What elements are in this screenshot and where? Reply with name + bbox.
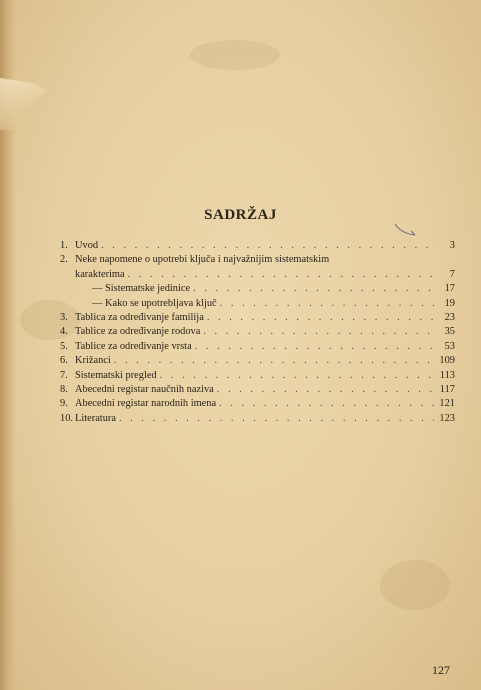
toc-entry-page: 19: [444, 297, 455, 309]
toc-entry[interactable]: [60, 239, 455, 253]
toc-entry-page: 53: [444, 340, 455, 352]
toc-entry-page: 7: [449, 268, 455, 280]
toc-entry-page: 121: [439, 398, 455, 410]
toc-entry-number: 5.: [60, 340, 68, 352]
dot-leader: [220, 297, 434, 311]
dot-leader: [119, 412, 434, 426]
toc-entry-title: Uvod: [75, 240, 99, 251]
toc-entry-title: Literatura: [75, 412, 116, 424]
toc-entry-title: Abecedni registar narodnih imena: [75, 398, 217, 410]
dot-leader: [193, 282, 434, 296]
toc-entry-title: Sistematski pregled: [75, 369, 157, 381]
page-title: SADRŽAJ: [204, 207, 277, 223]
toc-entry-title: Tablice za određivanje vrsta: [75, 340, 192, 352]
toc-entry-page: 23: [444, 311, 455, 323]
toc-entry-page: 109: [439, 355, 455, 367]
toc-entry-page: 113: [439, 369, 455, 381]
toc-entry-number: 6.: [60, 355, 68, 367]
toc-entry-title: Neke napomene o upotrebi ključa i najvažnijim sistematskim: [75, 254, 330, 266]
toc-entry-title: — Kako se upotrebljava ključ: [92, 297, 217, 309]
paper-stain: [190, 40, 280, 70]
toc-entry[interactable]: [60, 369, 455, 383]
toc-entry[interactable]: [60, 282, 455, 296]
toc-entry-number: 8.: [60, 383, 68, 395]
toc-entry-number: 9.: [60, 398, 68, 410]
dot-leader: [101, 239, 434, 253]
dot-leader: [217, 383, 434, 397]
toc-entry-title: Tablice za određivanje rodova: [75, 326, 201, 338]
toc-entry[interactable]: [60, 340, 455, 354]
toc-entry[interactable]: [60, 383, 455, 397]
toc-entry-number: 2.: [60, 254, 68, 266]
toc-entry-number: 3.: [60, 311, 68, 323]
toc-entry[interactable]: [60, 253, 455, 267]
dot-leader: [207, 311, 434, 325]
toc-entry-title: Križanci: [75, 355, 111, 367]
toc-entry-title: Tablica za određivanje familija: [75, 311, 204, 323]
toc-entry-title: Abecedni registar naučnih naziva: [75, 383, 214, 395]
toc-entry-page: 117: [439, 383, 455, 395]
toc-entry-page: 17: [444, 283, 455, 295]
dot-leader: [203, 325, 434, 339]
toc-entry[interactable]: [60, 412, 455, 426]
toc-entry-page: 123: [439, 412, 455, 424]
dot-leader: [195, 340, 434, 354]
table-of-contents: [60, 239, 455, 426]
toc-entry-number: 7.: [60, 369, 68, 381]
toc-entry-number: 10.: [60, 412, 73, 424]
pencil-check-mark: [393, 220, 419, 238]
dot-leader: [128, 268, 434, 282]
toc-entry-title: karakterima: [75, 268, 125, 280]
toc-entry-title: — Sistematske jedinice: [92, 283, 191, 295]
dot-leader: [114, 354, 434, 368]
toc-entry[interactable]: [60, 311, 455, 325]
toc-entry[interactable]: [60, 268, 455, 282]
toc-entry[interactable]: [60, 297, 455, 311]
dot-leader: [219, 397, 434, 411]
page-number: 127: [432, 663, 450, 677]
toc-entry-page: 35: [444, 326, 455, 338]
toc-entry[interactable]: [60, 325, 455, 339]
toc-entry[interactable]: [60, 397, 455, 411]
dot-leader: [160, 369, 434, 383]
torn-paper-edge: [0, 78, 48, 130]
toc-entry-number: 1.: [60, 240, 68, 251]
toc-entry-page: 3: [449, 240, 455, 251]
toc-entry[interactable]: [60, 354, 455, 368]
toc-entry-number: 4.: [60, 326, 68, 338]
paper-stain: [380, 560, 450, 610]
